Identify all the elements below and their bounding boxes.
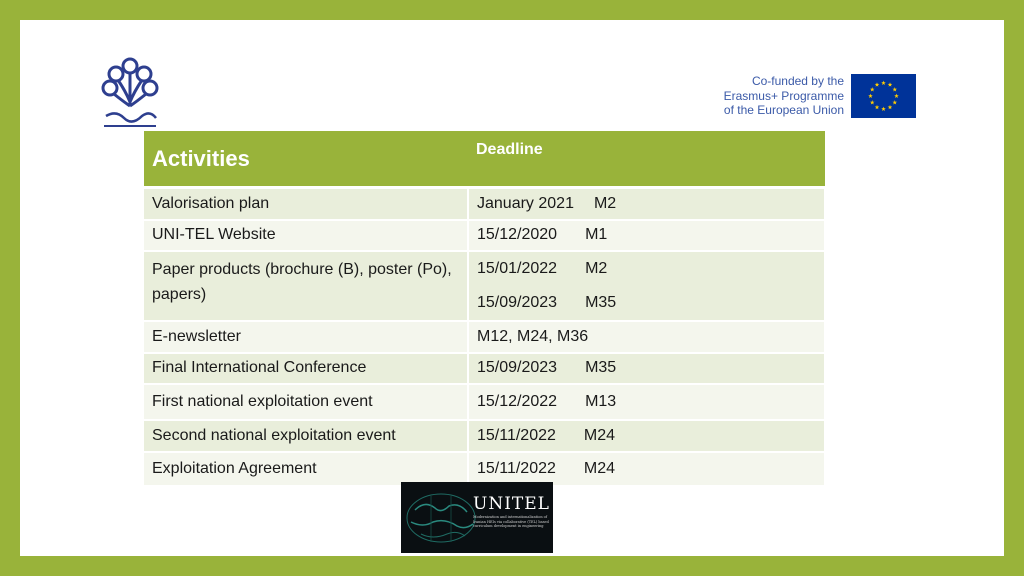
deadline-month: M2 bbox=[593, 194, 617, 212]
eu-cofunded-logo bbox=[704, 70, 916, 120]
deadline-cell bbox=[468, 353, 825, 384]
table-row bbox=[144, 384, 825, 420]
table-row bbox=[144, 353, 825, 384]
deadline-month: M35 bbox=[585, 359, 617, 376]
deadline-cell bbox=[468, 188, 825, 220]
deadline-month: M13 bbox=[585, 392, 617, 410]
eu-flag-icon bbox=[851, 74, 916, 118]
activity-cell: Second national exploitation event bbox=[144, 420, 468, 452]
deadline-cell bbox=[468, 321, 825, 353]
eu-line-1: Co-funded by the bbox=[751, 74, 844, 88]
deadline-cell bbox=[468, 220, 825, 251]
deadline-month: M1 bbox=[585, 226, 608, 243]
university-logo bbox=[96, 56, 164, 132]
eu-line-3: of the European Union bbox=[723, 103, 844, 117]
deadline-cell bbox=[468, 384, 825, 420]
activity-cell: Valorisation plan bbox=[144, 188, 468, 220]
activity-cell: Paper products (brochure (B), poster (Po), papers) bbox=[144, 251, 468, 321]
deadline-date: 15/01/2022 bbox=[477, 259, 558, 277]
table-row bbox=[144, 420, 825, 452]
deadline-date: M12, M24, M36 bbox=[477, 327, 589, 345]
deadline-date: 15/11/2022 bbox=[477, 426, 556, 444]
table-row bbox=[144, 321, 825, 353]
activity-cell: UNI-TEL Website bbox=[144, 220, 468, 251]
activity-cell: Exploitation Agreement bbox=[144, 452, 468, 486]
unitel-title: UNITEL bbox=[473, 494, 550, 514]
deadline-date-2: 15/09/2023 bbox=[477, 293, 558, 311]
deadline-month: M24 bbox=[583, 459, 616, 477]
deadline-date: 15/12/2020 bbox=[477, 226, 558, 243]
eu-line-2: Erasmus+ Programme bbox=[723, 88, 844, 103]
deadline-month: M24 bbox=[583, 426, 616, 444]
table-row bbox=[144, 220, 825, 251]
activity-cell: First national exploitation event bbox=[144, 384, 468, 420]
table-row bbox=[144, 188, 825, 220]
table-header-row bbox=[144, 131, 825, 188]
deadline-month: M2 bbox=[585, 259, 608, 277]
activity-cell: E-newsletter bbox=[144, 321, 468, 353]
table-row bbox=[144, 452, 825, 486]
deadline-cell bbox=[468, 251, 825, 321]
header-deadline: Deadline bbox=[468, 131, 825, 188]
table-row bbox=[144, 251, 825, 321]
deadline-month-2: M35 bbox=[585, 293, 617, 311]
deadline-date: 15/11/2022 bbox=[477, 459, 556, 477]
activity-cell: Final International Conference bbox=[144, 353, 468, 384]
eu-logo-text bbox=[704, 74, 844, 118]
deadline-date: 15/12/2022 bbox=[477, 392, 558, 410]
activities-table bbox=[144, 131, 826, 487]
deadline-date: 15/09/2023 bbox=[477, 359, 558, 376]
header-activities: Activities bbox=[144, 131, 468, 188]
unitel-subtitle: Modernization and internationalization of Iranian HEIs via collaborative (TEL) based curriculum development in engineering bbox=[473, 515, 549, 528]
unitel-logo bbox=[401, 482, 553, 553]
deadline-cell bbox=[468, 420, 825, 452]
deadline-cell bbox=[468, 452, 825, 486]
deadline-date: January 2021 bbox=[477, 194, 574, 212]
